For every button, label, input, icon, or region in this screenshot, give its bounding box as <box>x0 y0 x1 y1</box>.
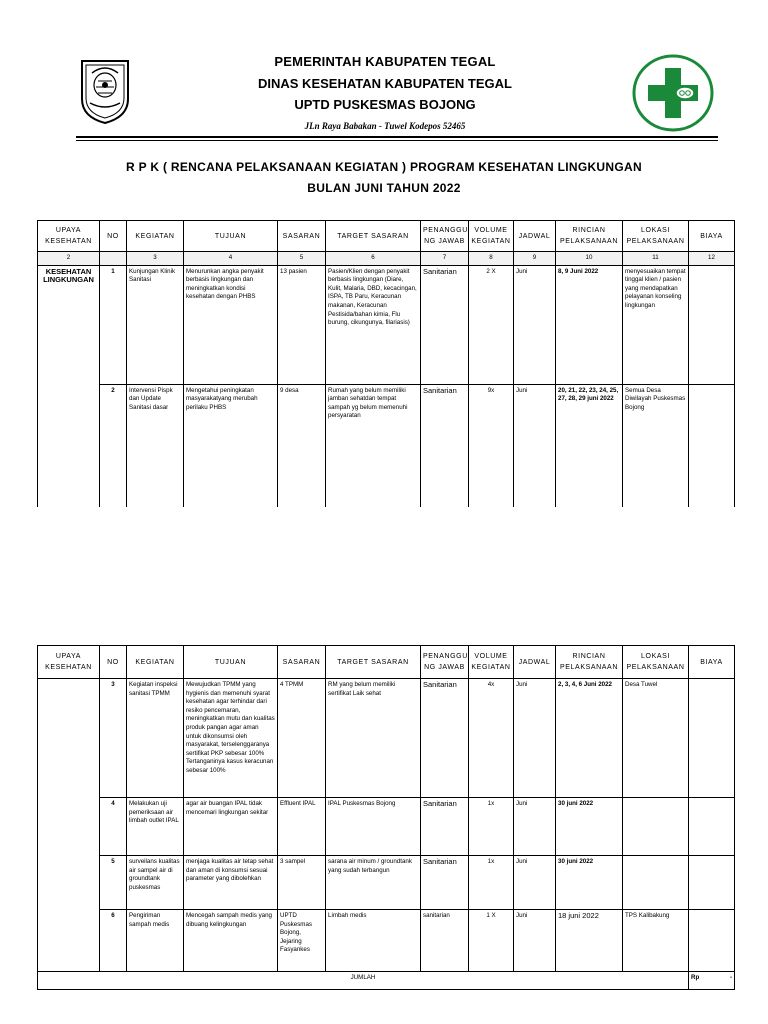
col-upaya: UPAYA KESEHATAN <box>38 646 100 679</box>
total-currency: Rp <box>691 974 700 981</box>
col-penanggung: PENANGGU NG JAWAB <box>421 221 469 252</box>
address: JLn Raya Babakan - Tuwel Kodepos 52465 <box>304 121 466 131</box>
row-penanggung: sanitarian <box>421 910 469 972</box>
col-number: 2 <box>38 252 100 266</box>
row-rincian: 8, 9 Juni 2022 <box>556 265 623 384</box>
col-volume: VOLUME KEGIATAN <box>469 646 514 679</box>
col-tujuan: TUJUAN <box>184 646 278 679</box>
col-number: 4 <box>184 252 278 266</box>
col-kegiatan: KEGIATAN <box>127 646 184 679</box>
table-row <box>38 384 735 507</box>
row-penanggung: Sanitarian <box>421 384 469 507</box>
col-number: 5 <box>278 252 326 266</box>
row-biaya <box>689 856 735 910</box>
row-tujuan: menjaga kualitas air tetap sehat dan aman di konsumsi sesuai parameter yang dibolehkan <box>184 856 278 910</box>
letterhead <box>0 0 768 140</box>
col-number: 9 <box>514 252 556 266</box>
row-tujuan: Mewujudkan TPMM yang hygienis dan memenuhi syarat kesehatan agar terhindar dari resiko pencemaran, meningkatkan mutu dan kualitas produk pangan agar aman untuk dikonsumsi oleh masyarakat, terselenggaranya sertifikat PKP sebesar 100% Tertanganinya kasus keracunan sebesar 100% <box>184 679 278 798</box>
row-target: sarana air minum / groundtank yang sudah terbangun <box>326 856 421 910</box>
row-sasaran: UPTD Puskesmas Bojong, Jejaring Fasyankes <box>278 910 326 972</box>
row-biaya <box>689 798 735 856</box>
row-jadwal: Juni <box>514 265 556 384</box>
row-no: 1 <box>100 265 127 384</box>
col-biaya: BIAYA <box>689 221 735 252</box>
row-lokasi: menyesuaikan tempat tinggal klien / pasien yang mendapatkan pelayanan konseling lingkungan <box>623 265 689 384</box>
row-kegiatan: Kegiatan inspeksi sanitasi TPMM <box>127 679 184 798</box>
row-penanggung: Sanitarian <box>421 265 469 384</box>
col-kegiatan: KEGIATAN <box>127 221 184 252</box>
row-target: Pasien/Klien dengan penyakit berbasis lingkungan (Diare, Kulit, Malaria, DBD, kecacingan, ISPA, TB Paru, Keracunan makanan, Keracunan Pestisida/bahan kimia, Flu burung, cikungunya, filariasis) <box>326 265 421 384</box>
header-divider-thin <box>76 140 718 141</box>
col-number: 3 <box>127 252 184 266</box>
row-biaya <box>689 910 735 972</box>
row-tujuan: Menurunkan angka penyakit berbasis lingkungan dan meningkatkan kondisi kesehatan dengan PHBS <box>184 265 278 384</box>
col-upaya: UPAYA KESEHATAN <box>38 221 100 252</box>
col-target: TARGET SASARAN <box>326 221 421 252</box>
rpk-table-page-2 <box>37 645 735 990</box>
department-name: DINAS KESEHATAN KABUPATEN TEGAL <box>258 76 512 91</box>
col-jadwal: JADWAL <box>514 646 556 679</box>
col-number: 6 <box>326 252 421 266</box>
table-row <box>38 679 735 798</box>
row-volume: 4x <box>469 679 514 798</box>
row-kegiatan: Intervensi Pispk dan Update Sanitasi dasar <box>127 384 184 507</box>
total-value <box>689 972 735 990</box>
row-volume: 9x <box>469 384 514 507</box>
document-subtitle: BULAN JUNI TAHUN 2022 <box>307 181 461 195</box>
total-row <box>38 972 735 990</box>
col-lokasi: LOKASI PELAKSANAAN <box>623 221 689 252</box>
row-kegiatan: surveilans kualitas air sampel air di groundtank puskesmas <box>127 856 184 910</box>
col-no: NO <box>100 221 127 252</box>
row-jadwal: Juni <box>514 798 556 856</box>
col-rincian: RINCIAN PELAKSANAAN <box>556 221 623 252</box>
row-biaya <box>689 265 735 384</box>
row-tujuan: Mencegah sampah medis yang dibuang kelingkungan <box>184 910 278 972</box>
col-penanggung: PENANGGU NG JAWAB <box>421 646 469 679</box>
col-number: 11 <box>623 252 689 266</box>
government-name: PEMERINTAH KABUPATEN TEGAL <box>274 54 496 69</box>
row-penanggung: Sanitarian <box>421 856 469 910</box>
row-lokasi: Desa Tuwel <box>623 679 689 798</box>
col-number <box>100 252 127 266</box>
col-sasaran: SASARAN <box>278 221 326 252</box>
row-jadwal: Juni <box>514 384 556 507</box>
row-volume: 1x <box>469 798 514 856</box>
row-jadwal: Juni <box>514 679 556 798</box>
col-lokasi: LOKASI PELAKSANAAN <box>623 646 689 679</box>
col-volume: VOLUME KEGIATAN <box>469 221 514 252</box>
row-rincian: 30 juni 2022 <box>556 798 623 856</box>
row-no: 4 <box>100 798 127 856</box>
row-rincian: 18 juni 2022 <box>556 910 623 972</box>
row-target: RM yang belum memiliki sertifikat Laik sehat <box>326 679 421 798</box>
row-penanggung: Sanitarian <box>421 798 469 856</box>
header-divider <box>76 136 718 138</box>
row-kegiatan: Kunjungan Klinik Sanitasi <box>127 265 184 384</box>
table-row <box>38 856 735 910</box>
row-lokasi: Semua Desa Diwilayah Puskesmas Bojong <box>623 384 689 507</box>
row-no: 5 <box>100 856 127 910</box>
row-sasaran: 3 sampel <box>278 856 326 910</box>
col-jadwal: JADWAL <box>514 221 556 252</box>
row-lokasi <box>623 798 689 856</box>
row-no: 6 <box>100 910 127 972</box>
row-sasaran: 9 desa <box>278 384 326 507</box>
col-sasaran: SASARAN <box>278 646 326 679</box>
rpk-table-page-1 <box>37 220 735 507</box>
row-target: Rumah yang belum memiliki jamban sehatdan tempat sampah yg belum memenuhi persyaratan <box>326 384 421 507</box>
puskesmas-logo-icon <box>632 54 714 132</box>
document-title: R P K ( RENCANA PELAKSANAAN KEGIATAN ) PROGRAM KESEHATAN LINGKUNGAN <box>126 160 642 174</box>
col-number: 7 <box>421 252 469 266</box>
col-number: 8 <box>469 252 514 266</box>
row-lokasi: TPS Kalibakung <box>623 910 689 972</box>
row-rincian: 30 juni 2022 <box>556 856 623 910</box>
total-amount: - <box>729 974 732 981</box>
col-number: 12 <box>689 252 735 266</box>
regency-seal-icon <box>78 55 132 125</box>
row-rincian: 2, 3, 4, 6 Juni 2022 <box>556 679 623 798</box>
row-biaya <box>689 679 735 798</box>
row-penanggung: Sanitarian <box>421 679 469 798</box>
total-label: JUMLAH <box>38 972 689 990</box>
row-kegiatan: Melakukan uji pemeriksaan air limbah outlet IPAL <box>127 798 184 856</box>
row-volume: 2 X <box>469 265 514 384</box>
table-row <box>38 910 735 972</box>
row-biaya <box>689 384 735 507</box>
row-target: Limbah medis <box>326 910 421 972</box>
table-row <box>38 798 735 856</box>
row-sasaran: 13 pasien <box>278 265 326 384</box>
row-jadwal: Juni <box>514 856 556 910</box>
row-jadwal: Juni <box>514 910 556 972</box>
row-lokasi <box>623 856 689 910</box>
row-tujuan: agar air buangan IPAL tidak mencemari lingkungan sekitar <box>184 798 278 856</box>
row-no: 3 <box>100 679 127 798</box>
row-target: IPAL Puskesmas Bojong <box>326 798 421 856</box>
row-sasaran: 4 TPMM <box>278 679 326 798</box>
table-header-row <box>38 646 735 679</box>
upaya-label: KESEHATAN LINGKUNGAN <box>38 265 100 507</box>
col-rincian: RINCIAN PELAKSANAAN <box>556 646 623 679</box>
unit-name: UPTD PUSKESMAS BOJONG <box>294 97 476 112</box>
row-kegiatan: Pengiriman sampah medis <box>127 910 184 972</box>
row-sasaran: Effluent IPAL <box>278 798 326 856</box>
row-volume: 1 X <box>469 910 514 972</box>
col-no: NO <box>100 646 127 679</box>
upaya-empty-cell <box>38 679 100 972</box>
row-volume: 1x <box>469 856 514 910</box>
col-target: TARGET SASARAN <box>326 646 421 679</box>
table-row <box>38 265 735 384</box>
row-no: 2 <box>100 384 127 507</box>
col-biaya: BIAYA <box>689 646 735 679</box>
col-number: 10 <box>556 252 623 266</box>
column-number-row <box>38 252 735 266</box>
row-tujuan: Mengetahui peningkatan masyarakatyang merubah perilaku PHBS <box>184 384 278 507</box>
row-rincian: 20, 21, 22, 23, 24, 25, 27, 28, 29 juni 2022 <box>556 384 623 507</box>
col-tujuan: TUJUAN <box>184 221 278 252</box>
table-header-row <box>38 221 735 252</box>
